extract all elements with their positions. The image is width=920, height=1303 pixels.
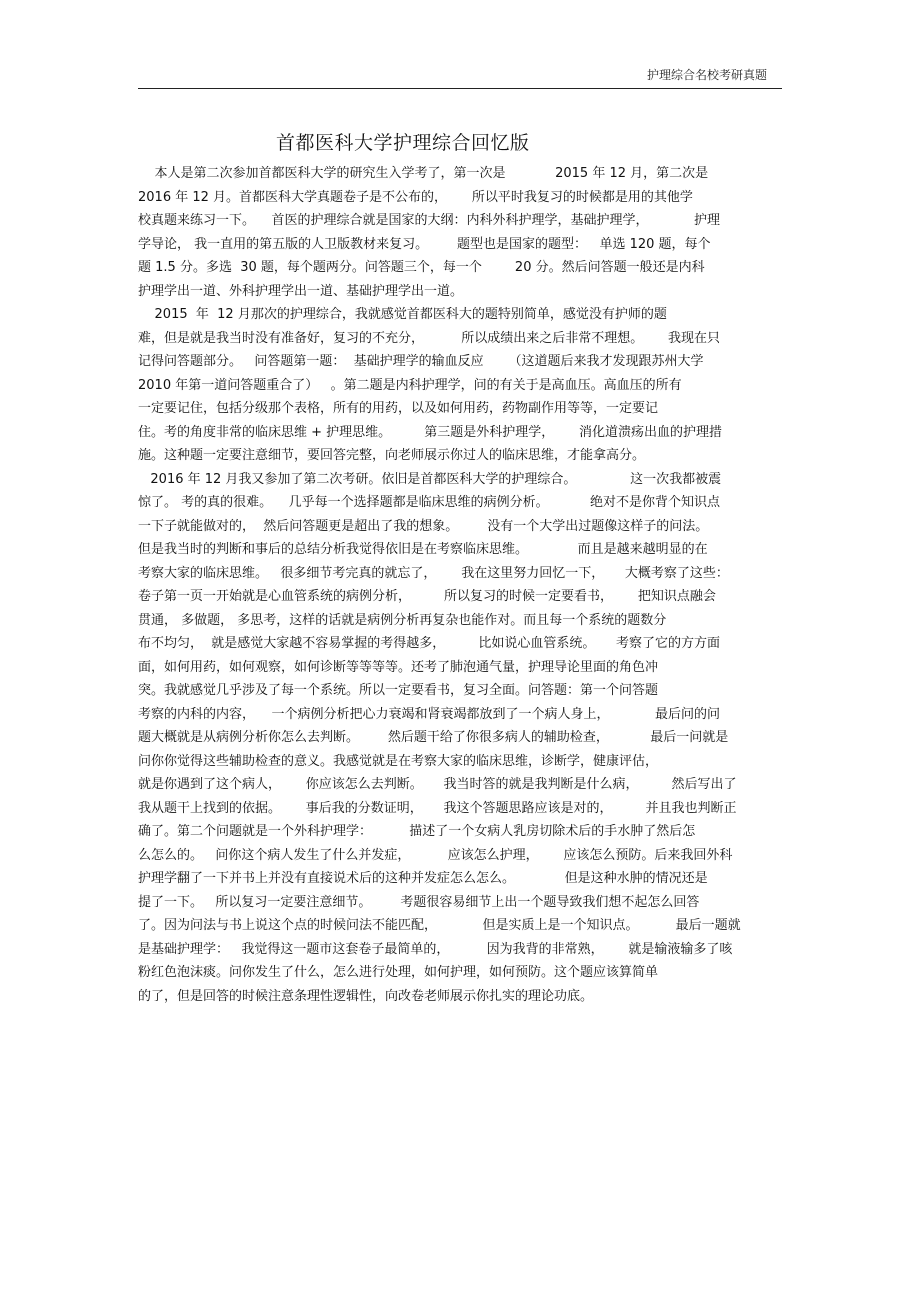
body-line: 贯通， 多做题， 多思考，这样的话就是病例分析再复杂也能作对。而且每一个系统的题数分: [138, 612, 667, 628]
body-line: 么怎么的。 问你这个病人发生了什么并发症， 应该怎么护理， 应该怎么预防。后来我回外科: [138, 847, 733, 863]
body-line: 记得问答题部分。 问答题第一题： 基础护理学的输血反应 （这道题后来我才发现跟苏州大学: [138, 354, 704, 369]
body-line: 了。因为问法与书上说这个点的时候问法不能匹配， 但是实质上是一个知识点。 最后一题就: [138, 918, 741, 933]
body-line: 一下子就能做对的， 然后问答题更是超出了我的想象。 没有一个大学出过题像这样子的问法。: [138, 518, 709, 534]
body-line: 护理学出一道、外科护理学出一道、基础护理学出一道。: [138, 283, 464, 299]
body-line: 一定要记住，包括分级那个表格，所有的用药，以及如何用药，药物副作用等等，一定要记: [138, 401, 659, 416]
body-line: 难，但是就是我当时没有准备好，复习的不充分， 所以成绩出来之后非常不理想。 我现在只: [138, 330, 720, 346]
body-line: 我从题干上找到的依据。 事后我的分数证明， 我这个答题思路应该是对的， 并且我也判断正: [138, 800, 737, 816]
body-line: 考察的内科的内容， 一个病例分析把心力衰竭和肾衰竭都放到了一个病人身上， 最后问的问: [138, 706, 720, 722]
running-header: 护理综合名校考研真题: [646, 68, 767, 82]
body-line: 是基础护理学： 我觉得这一题市这套卷子最简单的， 因为我背的非常熟， 就是输液输多了咳: [138, 941, 733, 957]
body-line: 学导论， 我一直用的第五版的人卫版教材来复习。 题型也是国家的题型： 单选 120 题，每个: [138, 236, 711, 252]
document-body: [138, 162, 788, 1008]
body-line: 惊了。 考的真的很难。 几乎每一个选择题都是临床思维的病例分析。 绝对不是你背个知识点: [138, 495, 720, 510]
body-line: 就是你遇到了这个病人， 你应该怎么去判断。 我当时答的就是我判断是什么病， 然后写出了: [138, 777, 737, 792]
body-line: 但是我当时的判断和事后的总结分析我觉得依旧是在考察临床思维。 而且是越来越明显的在: [138, 542, 708, 557]
body-line: 的了，但是回答的时候注意条理性逻辑性，向改卷老师展示你扎实的理论功底。: [138, 988, 594, 1004]
body-line: 提了一下。 所以复习一定要注意细节。 考题很容易细节上出一个题导致我们想不起怎么回答: [138, 894, 700, 910]
body-line: 卷子第一页一开始就是心血管系统的病例分析， 所以复习的时候一定要看书， 把知识点融会: [138, 589, 716, 604]
body-line: 确了。第二个问题就是一个外科护理学： 描述了一个女病人乳房切除术后的手水肿了然后怎: [138, 824, 696, 839]
body-line: 住。考的角度非常的临床思维 + 护理思维。 第三题是外科护理学， 消化道溃疡出血的护理措: [138, 424, 723, 440]
body-line: 题大概就是从病例分析你怎么去判断。 然后题干给了你很多病人的辅助检查， 最后一问就是: [138, 730, 729, 745]
body-line: 2015 年 12 月那次的护理综合，我就感觉首都医科大的题特别简单，感觉没有护师的题: [138, 307, 667, 322]
body-line: 2016 年 12 月。首都医科大学真题卷子是不公布的， 所以平时我复习的时候都是用的其他学: [138, 189, 693, 205]
body-line: 校真题来练习一下。 首医的护理综合就是国家的大纲：内科外科护理学，基础护理学， 护理: [138, 213, 720, 228]
document-title: 首都医科大学护理综合回忆版: [276, 132, 530, 154]
body-line: 2010 年第一道问答题重合了） 。第二题是内科护理学，问的有关于是高血压。高血压的所有: [138, 377, 682, 393]
body-line: 题 1.5 分。多选 30 题，每个题两分。问答题三个，每一个 20 分。然后问答题一般还是内科: [138, 260, 705, 275]
body-line: 突。我就感觉几乎涉及了每一个系统。所以一定要看书，复习全面。问答题：第一个问答题: [138, 683, 659, 698]
body-line: 施。这种题一定要注意细节，要回答完整，向老师展示你过人的临床思维，才能拿高分。: [138, 448, 646, 463]
body-line: 2016 年 12 月我又参加了第二次考研。依旧是首都医科大学的护理综合。 这一次我都被震: [138, 471, 722, 487]
body-line: 面，如何用药，如何观察，如何诊断等等等等。还考了肺泡通气量，护理导论里面的角色冲: [138, 659, 659, 675]
header-divider: [138, 88, 782, 89]
body-line: 布不均匀， 就是感觉大家越不容易掌握的考得越多， 比如说心血管系统。 考察了它的方方面: [138, 636, 720, 651]
body-line: 护理学翻了一下并书上并没有直接说术后的这种并发症怎么怎么。 但是这种水肿的情况还是: [138, 871, 708, 886]
body-line: 问你你觉得这些辅助检查的意义。我感觉就是在考察大家的临床思维，诊断学，健康评估，: [138, 753, 659, 769]
body-line: 本人是第二次参加首都医科大学的研究生入学考了，第一次是 2015 年 12 月，第二次是: [138, 166, 709, 181]
body-line: 考察大家的临床思维。 很多细节考完真的就忘了， 我在这里努力回忆一下， 大概考察了这些：: [138, 565, 729, 581]
body-line: 粉红色泡沫痰。问你发生了什么，怎么进行处理，如何护理，如何预防。这个题应该算简单: [138, 965, 659, 980]
